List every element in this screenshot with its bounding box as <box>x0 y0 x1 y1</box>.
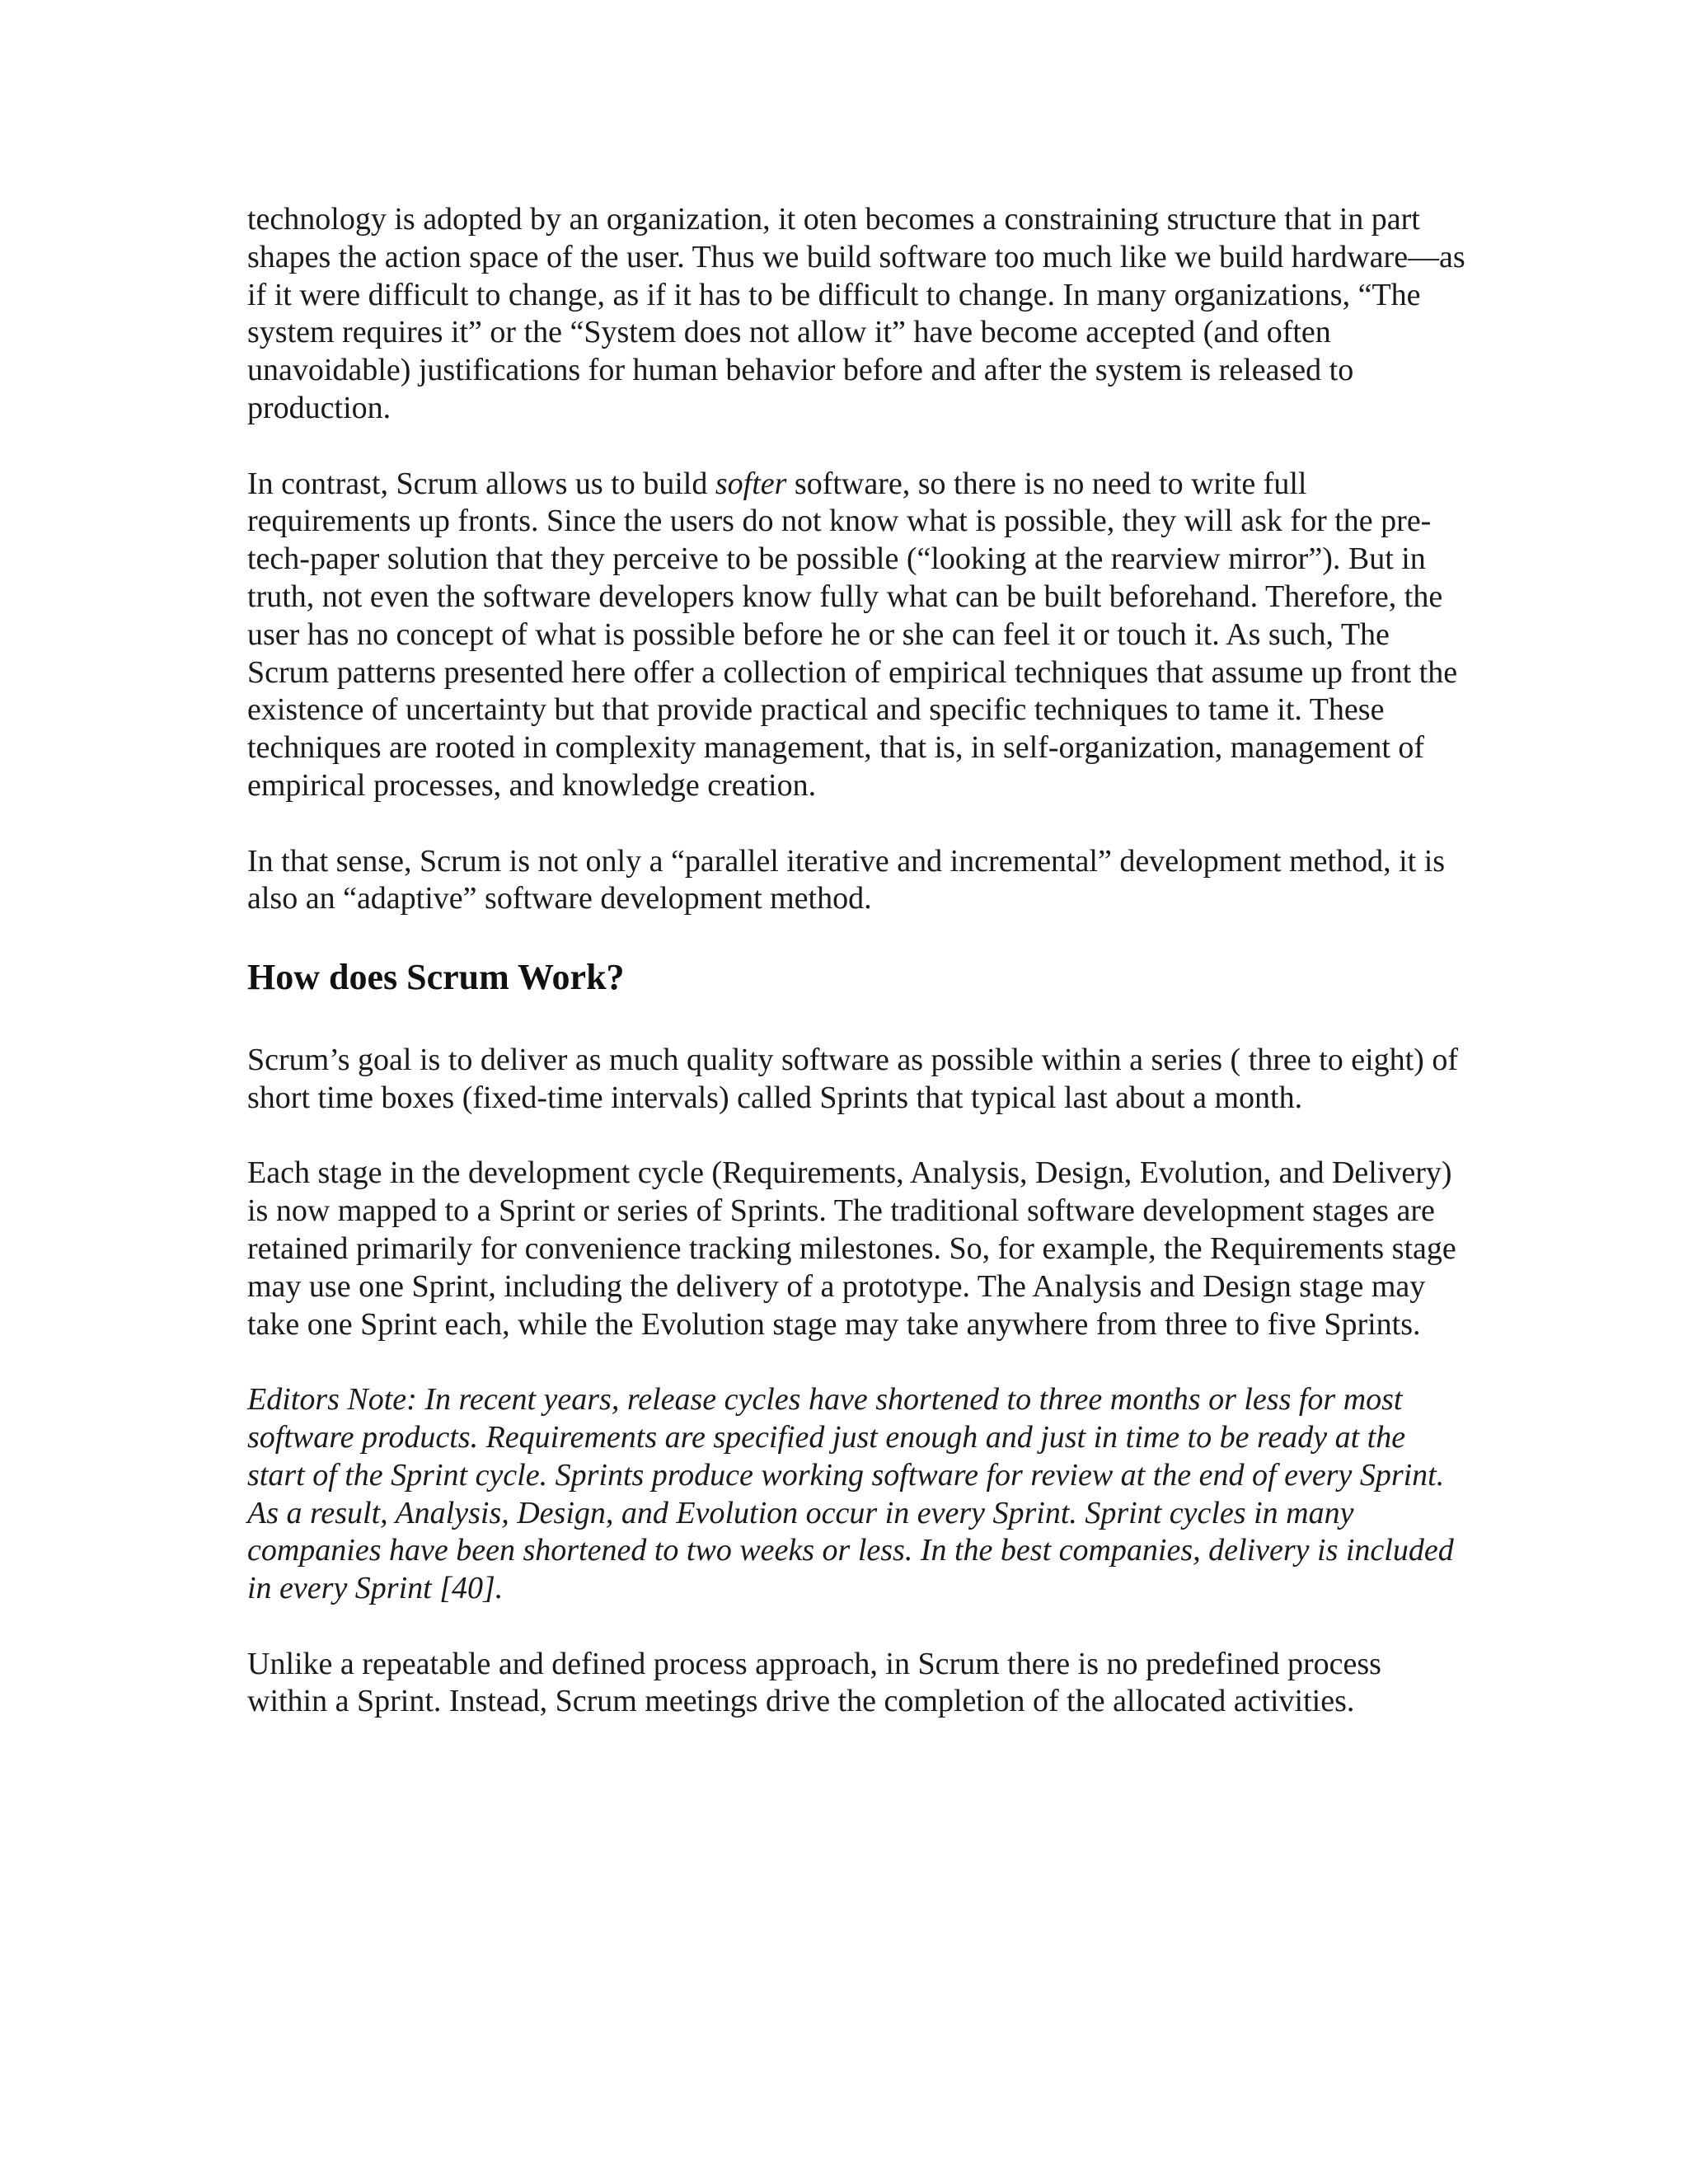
section-heading: How does Scrum Work? <box>247 956 625 997</box>
paragraph-development-stages: Each stage in the development cycle (Requirements, Analysis, Design, Evolution, and Delivery) is now mapped to a Sprint or series of Sprints. The traditional software development stages are retained primarily for convenience tracking milestones. So, for example, the Requirements stage may use one Sprint, including the delivery of a prototype. The Analysis and Design stage may take one Sprint each, while the Evolution stage may take anywhere from three to five Sprints. <box>247 1155 1456 1342</box>
paragraph-softer-software-start: In contrast, Scrum allows us to build <box>247 466 715 501</box>
paragraph-software-hardness: technology is adopted by an organization, it oten becomes a constraining structure that in part shapes the action space of the user. Thus we build software too much like we build hardware—as if it were difficult to change, as if it has to be difficult to change. In many organizations, “The system requires it” or the “System does not allow it” have become accepted (and often unavoidable) justifications for human behavior before and after the system is released to production. <box>247 202 1465 425</box>
paragraph-softer-software <box>247 466 1467 805</box>
paragraph-softer-software-rest: software, so there is no need to write full requirements up fronts. Since the users do not know what is possible, they will ask for the pre-tech-paper solution that they perceive to be possible (“looking at the rearview mirror”). But in truth, not even the software developers know fully what can be built beforehand. Therefore, the user has no concept of what is possible before he or she can feel it or touch it. As such, The Scrum patterns presented here offer a collection of empirical techniques that assume up front the existence of uncertainty but that provide practical and specific techniques to tame it. These techniques are rooted in complexity management, that is, in self-organization, management of empirical processes, and knowledge creation. <box>247 466 1458 803</box>
emphasis-softer: softer <box>715 466 787 501</box>
document-page <box>247 201 1467 1759</box>
paragraph-scrum-goal: Scrum’s goal is to deliver as much quality software as possible within a series ( three to eight) of short time boxes (fixed-time intervals) called Sprints that typical last about a month. <box>247 1042 1458 1115</box>
paragraph-adaptive-method: In that sense, Scrum is not only a “parallel iterative and incremental” development method, it is also an “adaptive” software development method. <box>247 843 1446 916</box>
editors-note: Editors Note: In recent years, release cycles have shortened to three months or less for most software products. Requirements are specified just enough and just in time to be ready at the start of the Sprint cycle. Sprints produce working software for review at the end of every Sprint. As a result, Analysis, Design, and Evolution occur in every Sprint. Sprint cycles in many companies have been shortened to two weeks or less. In the best companies, delivery is included in every Sprint [40]. <box>247 1382 1454 1606</box>
paragraph-no-predefined-process: Unlike a repeatable and defined process approach, in Scrum there is no predefined process within a Sprint. Instead, Scrum meetings drive the completion of the allocated activities. <box>247 1646 1381 1719</box>
